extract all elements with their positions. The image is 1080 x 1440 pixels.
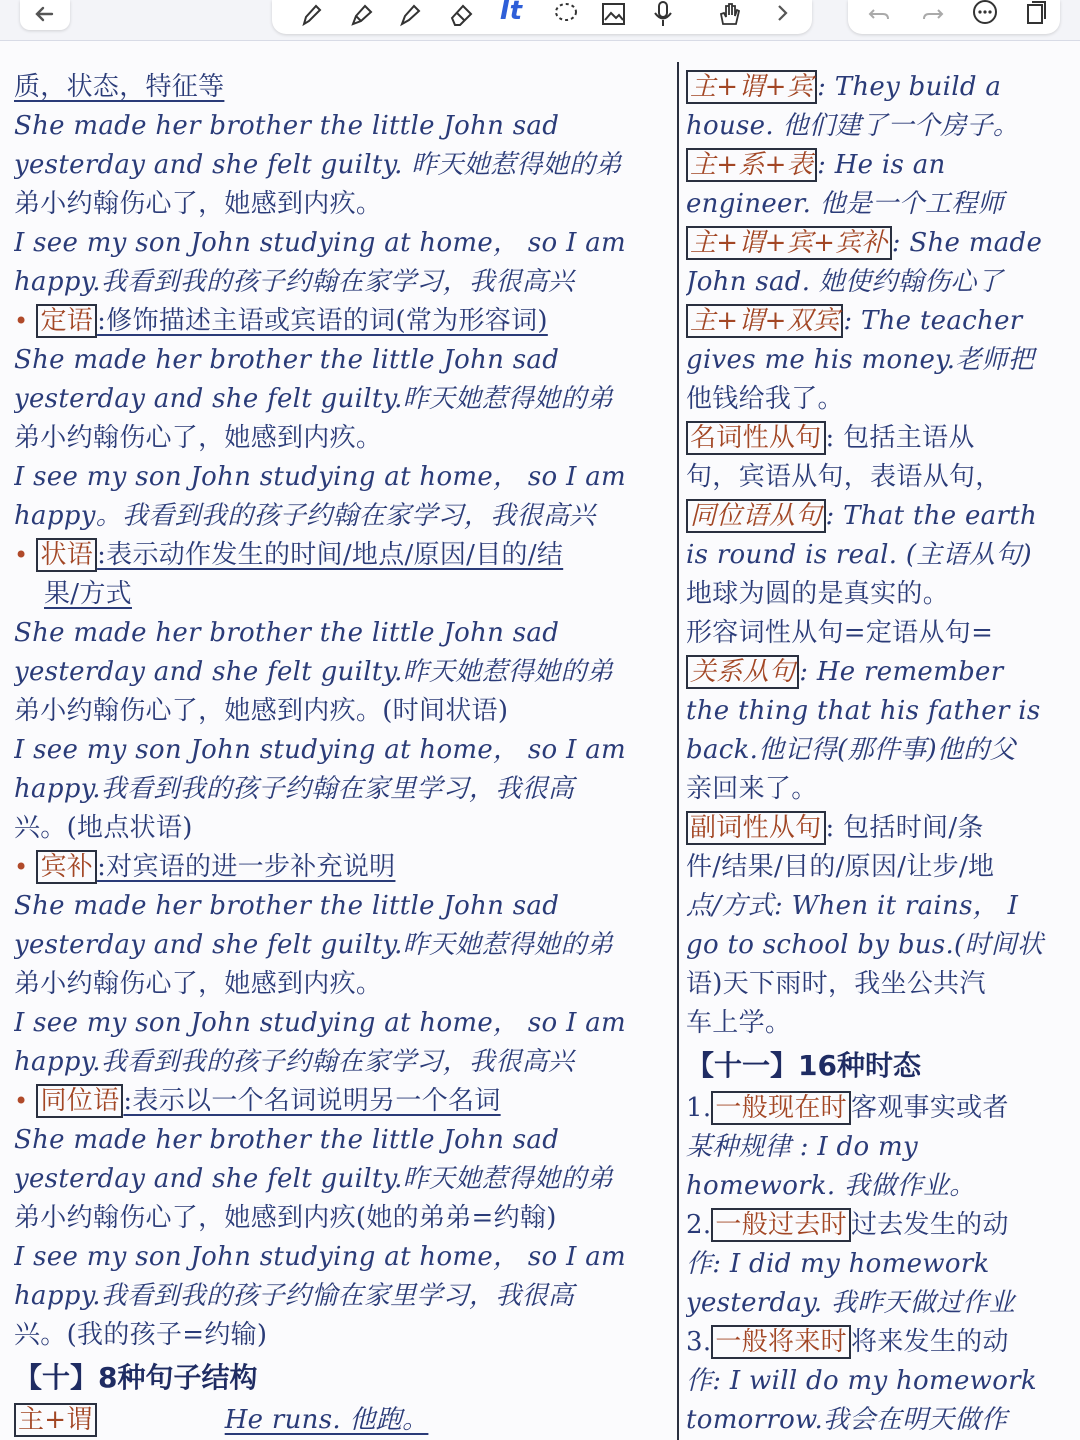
boxed-term: 主+谓+宾 — [686, 70, 817, 104]
note-line: 弟小约翰伤心了，她感到内疚(她的弟弟=约翰) — [14, 1203, 557, 1233]
list-number: 1. — [686, 1093, 712, 1123]
tool-palette — [272, 0, 812, 34]
adverbial-clause — [686, 809, 1070, 848]
note-line: 弟小约翰伤心了，她感到内疚。 — [14, 969, 383, 999]
term-definition: 客观事实或者 — [850, 1093, 1009, 1123]
undo-icon[interactable] — [864, 0, 894, 30]
section-heading: 【十】8种句子结构 — [14, 1361, 258, 1394]
example-sentence: : He is an — [817, 150, 946, 180]
section-heading: 【十一】16种时态 — [686, 1049, 921, 1082]
note-line: yesterday and she felt guilty.昨天她惹得她的弟 — [14, 657, 614, 687]
structure-slp — [686, 146, 1070, 185]
boxed-term: 同位语 — [36, 1084, 123, 1118]
boxed-term: 定语 — [36, 304, 97, 338]
column-divider — [677, 62, 679, 1440]
pages-icon[interactable] — [1020, 0, 1050, 30]
note-line: 兴。(我的孩子=约输) — [14, 1320, 268, 1350]
term-definition: :表示动作发生的时间/地点/原因/目的/结 — [97, 540, 564, 570]
chevron-right-icon[interactable] — [768, 0, 798, 30]
example-sentence: : The teacher — [843, 306, 1023, 336]
note-line: John sad. 她使约翰伤心了 — [686, 267, 1003, 297]
structure-svoc — [686, 224, 1070, 263]
note-line: 作: I will do my homework — [686, 1366, 1037, 1396]
note-line: 作: I did my homework — [686, 1249, 990, 1279]
note-line: 点/方式: When it rains， I — [686, 891, 1019, 921]
example-sentence: He runs. 他跑。 — [224, 1405, 429, 1435]
term-definition: :修饰描述主语或宾语的词(常为形容词) — [97, 306, 548, 336]
boxed-term: 主+谓+宾+宾补 — [686, 226, 892, 260]
bullet-icon: • — [14, 1087, 29, 1115]
section-attributive — [14, 302, 674, 341]
note-line: happy。我看到我的孩子约翰在家学习，我很高兴 — [14, 501, 596, 531]
note-line: 车上学。 — [686, 1008, 792, 1038]
note-line: 语)天下雨时，我坐公共汽 — [686, 969, 986, 999]
note-line: She made her brother the little John sad — [14, 618, 560, 648]
boxed-term: 主+系+表 — [686, 148, 817, 182]
note-line: gives me his money.老师把 — [686, 345, 1035, 375]
note-line: the thing that his father is — [686, 696, 1041, 726]
term-definition: 过去发生的动 — [850, 1210, 1009, 1240]
boxed-term: 名词性从句 — [686, 421, 826, 455]
eraser-icon[interactable] — [446, 0, 476, 30]
back-button[interactable] — [20, 0, 70, 30]
note-line: 他钱给我了。 — [686, 384, 844, 414]
boxed-term: 主+谓+双宾 — [686, 304, 843, 338]
left-column — [14, 68, 674, 1440]
structure-svoo — [686, 302, 1070, 341]
hand-icon[interactable] — [714, 0, 744, 30]
boxed-term: 宾补 — [36, 850, 97, 884]
term-definition: :表示以一个名词说明另一个名词 — [123, 1086, 501, 1116]
note-line: yesterday and she felt guilty.昨天她惹得她的弟 — [14, 384, 614, 414]
note-line: I see my son John studying at home， so I am — [14, 1242, 626, 1272]
term-definition: 将来发生的动 — [850, 1327, 1009, 1357]
boxed-term: 状语 — [36, 538, 97, 572]
section-object-complement — [14, 848, 674, 887]
note-line: happy.我看到我的孩子约翰在家学习，我很高兴 — [14, 267, 575, 297]
bullet-icon: • — [14, 853, 29, 881]
structure-svo — [686, 68, 1070, 107]
note-line: happy.我看到我的孩子约翰在家里学习，我很高 — [14, 774, 575, 804]
note-line: back.他记得(那件事)他的父 — [686, 735, 1016, 765]
note-line: yesterday and she felt guilty.昨天她惹得她的弟 — [14, 930, 614, 960]
note-line: happy.我看到我的孩子约愉在家里学习，我很高 — [14, 1281, 575, 1311]
note-line: 质，状态，特征等 — [14, 72, 225, 102]
term-definition: : 包括主语从 — [825, 423, 975, 453]
list-number: 3. — [686, 1327, 712, 1357]
text-tool-icon[interactable]: It — [500, 0, 523, 26]
note-line: is round is real. (主语从句) — [686, 540, 1032, 570]
section-appositive — [14, 1082, 674, 1121]
nominal-clause — [686, 419, 1070, 458]
note-line: 亲回来了。 — [686, 774, 818, 804]
example-sentence: : He remember — [799, 657, 1004, 687]
appositive-clause — [686, 497, 1070, 536]
boxed-term: 一般过去时 — [711, 1208, 851, 1242]
note-line: 形容词性从句=定语从句= — [686, 618, 994, 648]
top-toolbar — [0, 0, 1080, 41]
note-line: 件/结果/目的/原因/让步/地 — [686, 852, 995, 882]
note-line: happy.我看到我的孩子约翰在家学习，我很高兴 — [14, 1047, 575, 1077]
note-line: She made her brother the little John sad — [14, 891, 560, 921]
note-line: 某种规律 : I do my — [686, 1132, 918, 1162]
section-adverbial — [14, 536, 674, 575]
term-definition: : 包括时间/条 — [825, 813, 984, 843]
boxed-term: 副词性从句 — [686, 811, 826, 845]
note-line: 弟小约翰伤心了，她感到内疚。(时间状语) — [14, 696, 509, 726]
note-line: 地球为圆的是真实的。 — [686, 579, 950, 609]
note-line: go to school by bus.(时间状 — [686, 930, 1044, 960]
lasso-icon[interactable] — [550, 0, 580, 30]
tense-simple-future — [686, 1323, 1070, 1362]
note-line: I see my son John studying at home， so I am — [14, 1008, 626, 1038]
note-line: engineer. 他是一个工程师 — [686, 189, 1004, 219]
note-line: 果/方式 — [44, 579, 132, 609]
example-sentence: : That the earth — [825, 501, 1037, 531]
note-line: 句，宾语从句，表语从句， — [686, 462, 1002, 492]
note-line: yesterday. 我昨天做过作业 — [686, 1288, 1015, 1318]
note-line: 弟小约翰伤心了，她感到内疚。 — [14, 423, 383, 453]
marker-icon[interactable] — [394, 0, 424, 30]
note-line: house. 他们建了一个房子。 — [686, 111, 1020, 141]
history-controls — [848, 0, 1060, 34]
note-line: 弟小约翰伤心了，她感到内疚。 — [14, 189, 383, 219]
note-line: 兴。(地点状语) — [14, 813, 193, 843]
note-line: She made her brother the little John sad — [14, 345, 560, 375]
redo-icon[interactable] — [918, 0, 948, 30]
note-line: yesterday and she felt guilty. 昨天她惹得她的弟 — [14, 150, 622, 180]
note-line: I see my son John studying at home， so I am — [14, 462, 626, 492]
tense-simple-past — [686, 1206, 1070, 1245]
bullet-icon: • — [14, 541, 29, 569]
note-line: yesterday and she felt guilty.昨天她惹得她的弟 — [14, 1164, 614, 1194]
note-line: I see my son John studying at home， so I am — [14, 228, 626, 258]
list-number: 2. — [686, 1210, 712, 1240]
bullet-icon: • — [14, 307, 29, 335]
relative-clause — [686, 653, 1070, 692]
note-line: She made her brother the little John sad — [14, 1125, 560, 1155]
note-line: I see my son John studying at home， so I am — [14, 735, 626, 765]
more-icon[interactable] — [970, 0, 1000, 30]
boxed-term: 一般将来时 — [711, 1325, 851, 1359]
back-arrow-icon — [30, 0, 60, 30]
note-line: She made her brother the little John sad — [14, 111, 560, 141]
example-sentence: : She made — [891, 228, 1043, 258]
structure-subject-verb — [14, 1401, 674, 1440]
note-line: homework. 我做作业。 — [686, 1171, 976, 1201]
tense-simple-present — [686, 1089, 1070, 1128]
note-line: tomorrow.我会在明天做作 — [686, 1405, 1008, 1435]
term-definition: :对宾语的进一步补充说明 — [97, 852, 396, 882]
boxed-term: 主+谓 — [14, 1403, 97, 1437]
example-sentence: : They build a — [817, 72, 1002, 102]
pen-icon[interactable] — [296, 0, 326, 30]
image-icon[interactable] — [598, 0, 628, 30]
right-column — [686, 68, 1070, 1440]
microphone-icon[interactable] — [648, 0, 678, 30]
highlighter-icon[interactable] — [346, 0, 376, 30]
boxed-term: 关系从句 — [686, 655, 799, 689]
boxed-term: 一般现在时 — [711, 1091, 851, 1125]
boxed-term: 同位语从句 — [686, 499, 826, 533]
